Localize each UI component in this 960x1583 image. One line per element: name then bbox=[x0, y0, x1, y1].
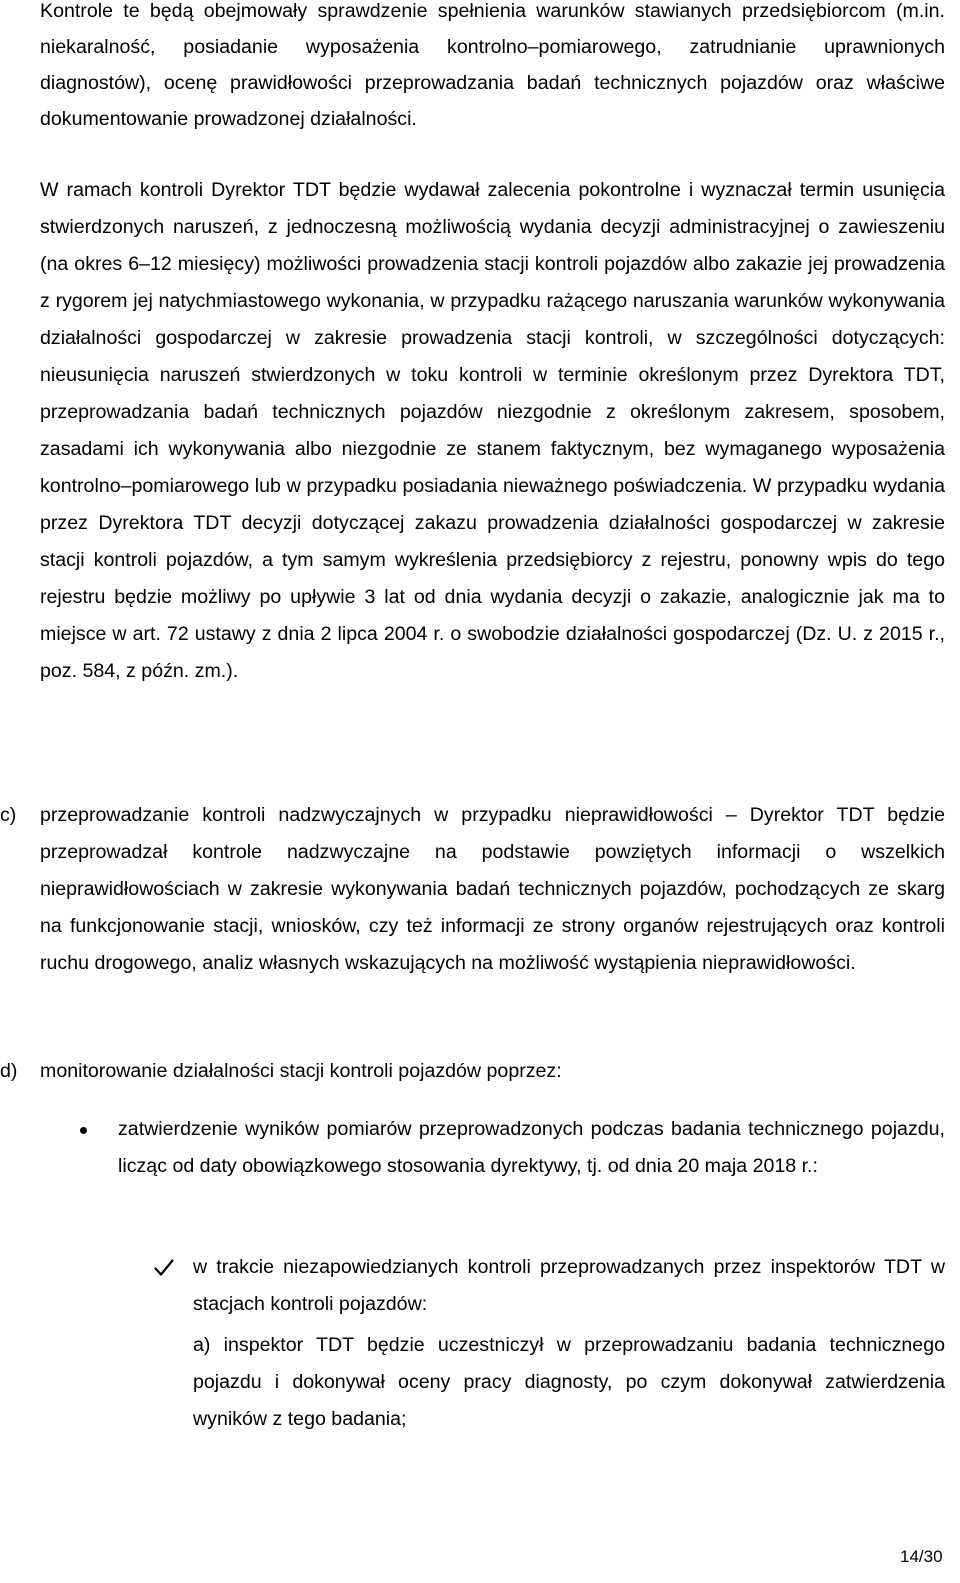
check-subitem-a: a) inspektor TDT będzie uczestniczył w przeprowadzaniu badania technicznego pojazdu i dokonywał oceny pracy diagnosty, po czym dokonywał zatwierdzenia wyników z tego badania; bbox=[193, 1334, 945, 1430]
checkmark-icon bbox=[154, 1259, 174, 1277]
list-item-letter: c) bbox=[0, 804, 17, 826]
bullet-dot-icon bbox=[80, 1127, 87, 1134]
paragraph-controls-scope: Kontrole te będą obejmowały sprawdzenie spełnienia warunków stawianych przedsiębiorcom (m.in. niekaralność, posiadanie wyposażenia kontrolno–pomiarowego, zatrudnianie uprawnionych diagnostów), ocenę prawidłowości przeprowadzania badań technicznych pojazdów oraz właściwe dokumentowanie prowadzonej działalności. bbox=[40, 0, 945, 130]
list-item-letter: d) bbox=[0, 1060, 18, 1082]
page-number: 14/30 bbox=[900, 1547, 943, 1566]
bullet-item-text: zatwierdzenie wyników pomiarów przeprowadzonych podczas badania technicznego pojazdu, licząc od daty obowiązkowego stosowania dyrektywy, tj. od dnia 20 maja 2018 r.: bbox=[118, 1118, 945, 1177]
paragraph-post-control-recommendations: W ramach kontroli Dyrektor TDT będzie wydawał zalecenia pokontrolne i wyznaczał termin usunięcia stwierdzonych naruszeń, z jednoczesną możliwością wydania decyzji administracyjnej o zawieszeniu (na okres 6–12 miesięcy) możliwości prowadzenia stacji kontroli pojazdów albo zakazie jej prowadzenia z rygorem jej natychmiastowego wykonania, w przypadku rażącego naruszania warunków wykonywania działalności gospodarczej w zakresie prowadzenia stacji kontroli, w szczególności dotyczących: nieusunięcia naruszeń stwierdzonych w toku kontroli w terminie określonym przez Dyrektora TDT, przeprowadzania badań technicznych pojazdów niezgodnie z określonym zakresem, sposobem, zasadami ich wykonywania albo niezgodnie ze stanem faktycznym, bez wymaganego wyposażenia kontrolno–pomiarowego lub w przypadku posiadania nieważnego poświadczenia. W przypadku wydania przez Dyrektora TDT decyzji dotyczącej zakazu prowadzenia działalności gospodarczej w zakresie stacji kontroli pojazdów, a tym samym wykreślenia przedsiębiorcy z rejestru, ponowny wpis do tego rejestru będzie możliwy po upływie 3 lat od dnia wydania decyzji o zakazie, analogicznie jak ma to miejsce w art. 72 ustawy z dnia 2 lipca 2004 r. o swobodzie działalności gospodarczej (Dz. U. z 2015 r., poz. 584, z późn. zm.). bbox=[40, 179, 945, 682]
list-item-text: monitorowanie działalności stacji kontroli pojazdów poprzez: bbox=[40, 1060, 562, 1082]
list-item-text: przeprowadzanie kontroli nadzwyczajnych w przypadku nieprawidłowości – Dyrektor TDT będzie przeprowadzał kontrole nadzwyczajne na podstawie powziętych informacji o wszelkich nieprawidłowościach w zakresie wykonywania badań technicznych pojazdów, pochodzących ze skarg na funkcjonowanie stacji, wniosków, czy też informacji ze strony organów rejestrujących oraz kontroli ruchu drogowego, analiz własnych wskazujących na możliwość wystąpienia nieprawidłowości. bbox=[40, 804, 945, 974]
check-item-text: w trakcie niezapowiedzianych kontroli przeprowadzanych przez inspektorów TDT w stacjach kontroli pojazdów: bbox=[193, 1256, 945, 1315]
